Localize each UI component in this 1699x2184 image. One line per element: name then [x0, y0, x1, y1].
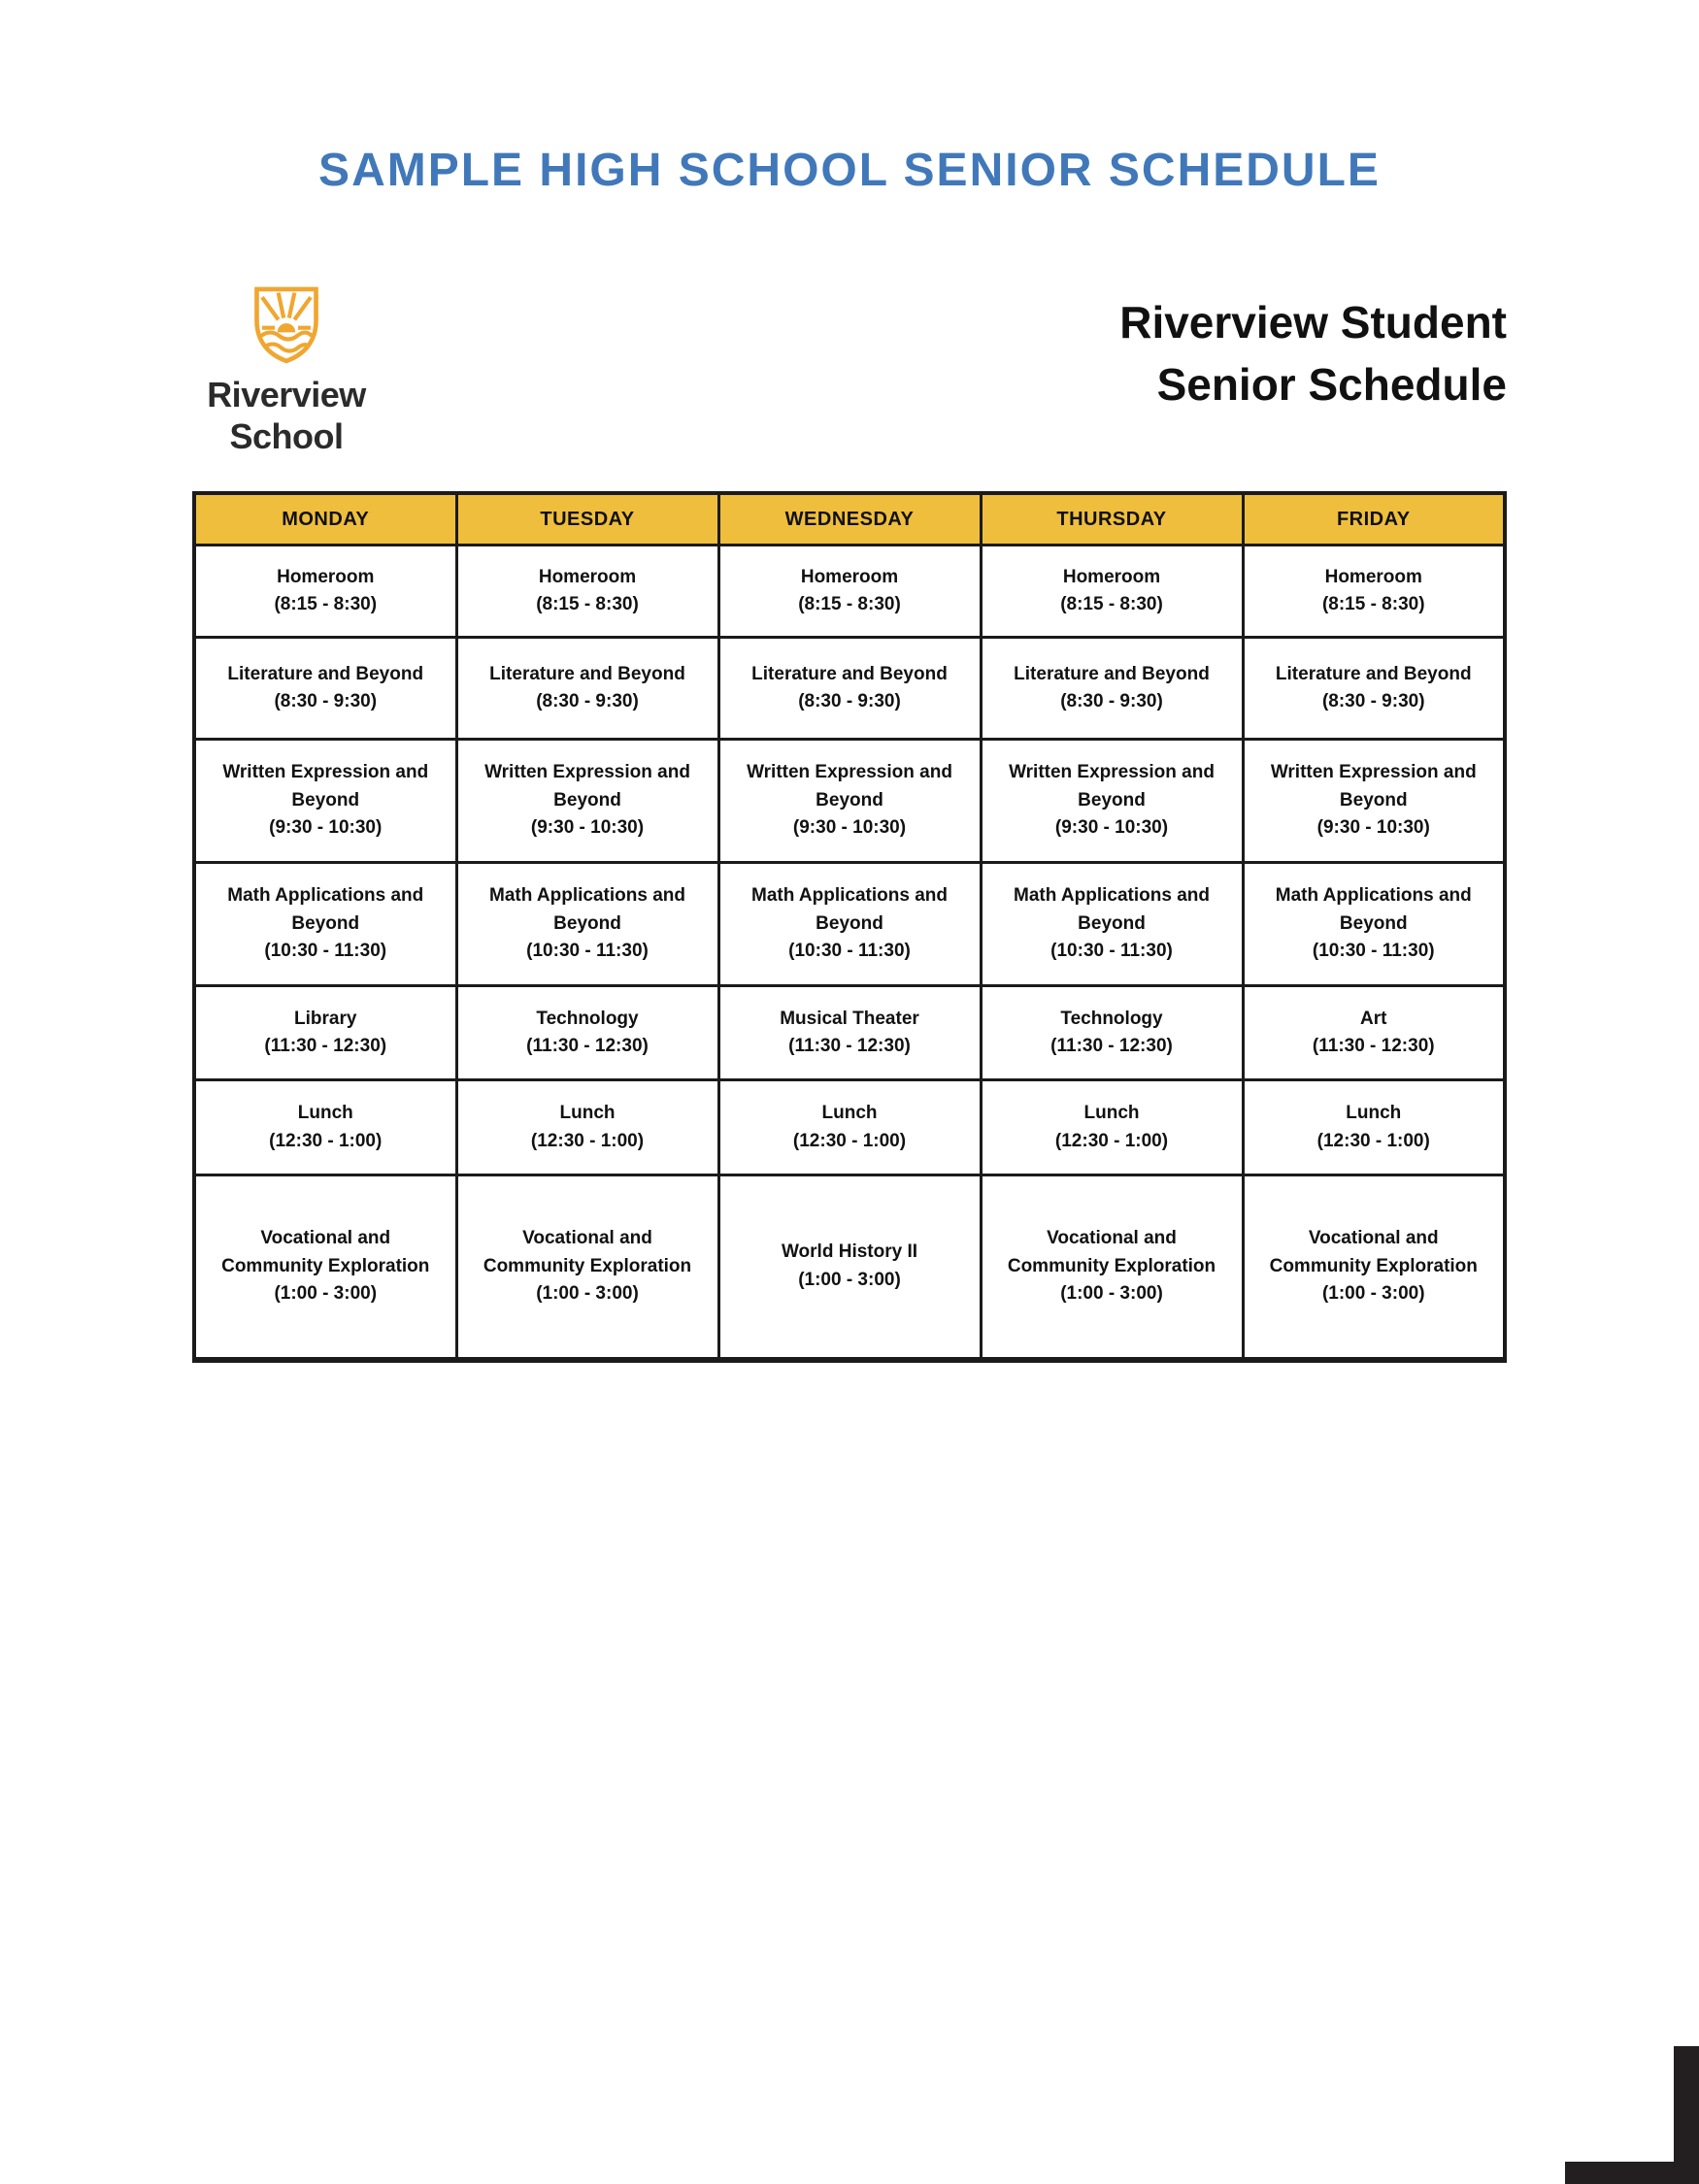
cell-line: (10:30 - 11:30): [1050, 941, 1173, 962]
row-math-applications: [194, 863, 1505, 986]
cell-line: Beyond: [816, 789, 883, 811]
cell-homeroom-thursday: [981, 546, 1243, 638]
school-logo: [189, 281, 383, 457]
cell-lunch-friday: [1243, 1080, 1505, 1175]
cell-afternoon-thursday: [981, 1175, 1243, 1360]
cell-math-applications-tuesday: [456, 863, 718, 986]
cell-line: (12:30 - 1:00): [1054, 1130, 1169, 1151]
cell-line: Literature and Beyond: [227, 663, 424, 684]
cell-line: (11:30 - 12:30): [1050, 1036, 1173, 1056]
cell-electives-tuesday: [456, 986, 718, 1080]
school-shield-icon: [250, 281, 322, 367]
cell-homeroom-tuesday: [456, 546, 718, 638]
cell-written-expression-wednesday: [718, 740, 981, 863]
cell-line: (9:30 - 10:30): [269, 817, 383, 839]
day-header-tuesday: TUESDAY: [456, 493, 718, 546]
cell-line: Community Exploration: [483, 1255, 692, 1276]
row-written-expression: [194, 740, 1505, 863]
cell-line: Beyond: [1078, 789, 1146, 811]
cell-line: (8:15 - 8:30): [1321, 594, 1425, 614]
cell-homeroom-friday: [1243, 546, 1505, 638]
cell-line: (1:00 - 3:00): [1321, 1283, 1425, 1304]
day-header-monday: MONDAY: [194, 493, 456, 546]
cell-line: (1:00 - 3:00): [1060, 1283, 1163, 1304]
cell-line: Beyond: [1339, 912, 1408, 934]
cell-line: Math Applications and: [1014, 885, 1210, 907]
cell-line: Community Exploration: [1007, 1255, 1216, 1276]
cell-line: (9:30 - 10:30): [530, 817, 645, 839]
cell-line: Homeroom: [1324, 566, 1422, 587]
cell-line: (8:30 - 9:30): [1060, 691, 1163, 711]
cell-electives-thursday: [981, 986, 1243, 1080]
cell-line: Musical Theater: [780, 1008, 919, 1029]
cell-lunch-wednesday: [718, 1080, 981, 1175]
cell-line: Homeroom: [277, 566, 375, 587]
row-literature: [194, 638, 1505, 740]
cell-line: Literature and Beyond: [489, 663, 685, 684]
schedule-body: [194, 546, 1505, 1360]
cell-line: Vocational and: [1047, 1228, 1177, 1248]
cell-line: (8:15 - 8:30): [274, 594, 378, 614]
cell-written-expression-tuesday: [456, 740, 718, 863]
document-header-line1: Riverview Student: [1119, 297, 1507, 347]
cell-line: (8:15 - 8:30): [1060, 594, 1163, 614]
row-afternoon: [194, 1175, 1505, 1360]
cell-line: (12:30 - 1:00): [792, 1130, 907, 1151]
cell-afternoon-friday: [1243, 1175, 1505, 1360]
cell-line: Art: [1360, 1008, 1387, 1029]
cell-line: Written Expression and: [484, 762, 690, 783]
cell-lunch-thursday: [981, 1080, 1243, 1175]
cell-line: Literature and Beyond: [1014, 663, 1210, 684]
cell-line: Community Exploration: [1269, 1255, 1478, 1276]
cell-line: Math Applications and: [489, 885, 685, 907]
cell-line: Technology: [536, 1008, 639, 1029]
cell-line: Math Applications and: [751, 885, 948, 907]
cell-line: Library: [294, 1008, 357, 1029]
cell-line: Math Applications and: [1275, 885, 1472, 907]
cell-electives-monday: [194, 986, 456, 1080]
cell-line: Homeroom: [800, 566, 899, 587]
cell-line: (10:30 - 11:30): [526, 941, 649, 962]
cell-written-expression-thursday: [981, 740, 1243, 863]
cell-line: Written Expression and: [1270, 762, 1477, 783]
cell-line: Lunch: [821, 1103, 878, 1123]
cell-lunch-tuesday: [456, 1080, 718, 1175]
school-name-line1: Riverview: [207, 375, 366, 414]
cell-line: Written Expression and: [747, 762, 952, 783]
cell-line: Beyond: [1339, 789, 1408, 811]
cell-line: Beyond: [291, 789, 360, 811]
cell-literature-wednesday: [718, 638, 981, 740]
document-header-line2: Senior Schedule: [1156, 359, 1507, 410]
cell-line: (10:30 - 11:30): [1312, 941, 1435, 962]
cell-literature-monday: [194, 638, 456, 740]
cell-line: (11:30 - 12:30): [526, 1036, 649, 1056]
cell-line: Lunch: [1083, 1103, 1140, 1123]
cell-afternoon-wednesday: [718, 1175, 981, 1360]
day-header-wednesday: WEDNESDAY: [718, 493, 981, 546]
cell-line: (9:30 - 10:30): [1316, 817, 1430, 839]
school-name-line2: School: [229, 416, 344, 457]
cell-line: Lunch: [297, 1103, 353, 1123]
row-homeroom: [194, 546, 1505, 638]
cell-line: (1:00 - 3:00): [798, 1269, 901, 1290]
cell-line: (10:30 - 11:30): [788, 941, 911, 962]
cell-line: (12:30 - 1:00): [1316, 1130, 1430, 1151]
cell-line: Vocational and: [1308, 1228, 1439, 1248]
cell-lunch-monday: [194, 1080, 456, 1175]
cell-math-applications-friday: [1243, 863, 1505, 986]
cell-homeroom-monday: [194, 546, 456, 638]
cell-line: (8:30 - 9:30): [1321, 691, 1425, 711]
cell-line: Homeroom: [1062, 566, 1161, 587]
cell-line: Literature and Beyond: [751, 663, 948, 684]
cell-line: Beyond: [553, 789, 621, 811]
row-electives: [194, 986, 1505, 1080]
cell-line: Beyond: [1078, 912, 1146, 934]
cell-line: Math Applications and: [227, 885, 424, 907]
row-lunch: [194, 1080, 1505, 1175]
cell-line: Lunch: [1346, 1103, 1402, 1123]
cell-line: Written Expression and: [222, 762, 429, 783]
cell-line: (8:30 - 9:30): [536, 691, 639, 711]
cell-afternoon-monday: [194, 1175, 456, 1360]
cell-line: Technology: [1060, 1008, 1163, 1029]
cell-line: (8:15 - 8:30): [798, 594, 901, 614]
cell-line: (1:00 - 3:00): [274, 1283, 378, 1304]
cell-line: Literature and Beyond: [1275, 663, 1472, 684]
page-corner-mark-horizontal: [1565, 2162, 1699, 2184]
day-header-row: [194, 493, 1505, 546]
cell-line: (8:30 - 9:30): [798, 691, 901, 711]
cell-line: Homeroom: [538, 566, 637, 587]
cell-written-expression-friday: [1243, 740, 1505, 863]
cell-homeroom-wednesday: [718, 546, 981, 638]
cell-literature-tuesday: [456, 638, 718, 740]
cell-literature-friday: [1243, 638, 1505, 740]
cell-electives-friday: [1243, 986, 1505, 1080]
cell-line: (9:30 - 10:30): [792, 817, 907, 839]
cell-literature-thursday: [981, 638, 1243, 740]
cell-line: Lunch: [559, 1103, 616, 1123]
cell-line: Written Expression and: [1009, 762, 1215, 783]
cell-line: (10:30 - 11:30): [264, 941, 387, 962]
cell-line: (8:30 - 9:30): [274, 691, 378, 711]
cell-math-applications-thursday: [981, 863, 1243, 986]
cell-line: (11:30 - 12:30): [264, 1036, 387, 1056]
cell-line: (11:30 - 12:30): [1312, 1036, 1435, 1056]
cell-math-applications-wednesday: [718, 863, 981, 986]
cell-line: Beyond: [291, 912, 360, 934]
schedule-table: [192, 491, 1507, 1363]
cell-line: (9:30 - 10:30): [1054, 817, 1169, 839]
cell-afternoon-tuesday: [456, 1175, 718, 1360]
document-header: [1119, 291, 1507, 415]
cell-line: (1:00 - 3:00): [536, 1283, 639, 1304]
cell-written-expression-monday: [194, 740, 456, 863]
day-header-friday: FRIDAY: [1243, 493, 1505, 546]
cell-line: (12:30 - 1:00): [269, 1130, 383, 1151]
cell-line: Vocational and: [260, 1228, 391, 1248]
page-title: SAMPLE HIGH SCHOOL SENIOR SCHEDULE: [318, 145, 1381, 196]
cell-line: Beyond: [553, 912, 621, 934]
day-header-thursday: THURSDAY: [981, 493, 1243, 546]
cell-line: World History II: [781, 1241, 918, 1263]
cell-line: (8:15 - 8:30): [536, 594, 639, 614]
cell-line: (11:30 - 12:30): [788, 1036, 911, 1056]
cell-line: Beyond: [816, 912, 883, 934]
cell-math-applications-monday: [194, 863, 456, 986]
cell-line: Vocational and: [522, 1228, 652, 1248]
cell-electives-wednesday: [718, 986, 981, 1080]
cell-line: (12:30 - 1:00): [530, 1130, 645, 1151]
cell-line: Community Exploration: [221, 1255, 430, 1276]
